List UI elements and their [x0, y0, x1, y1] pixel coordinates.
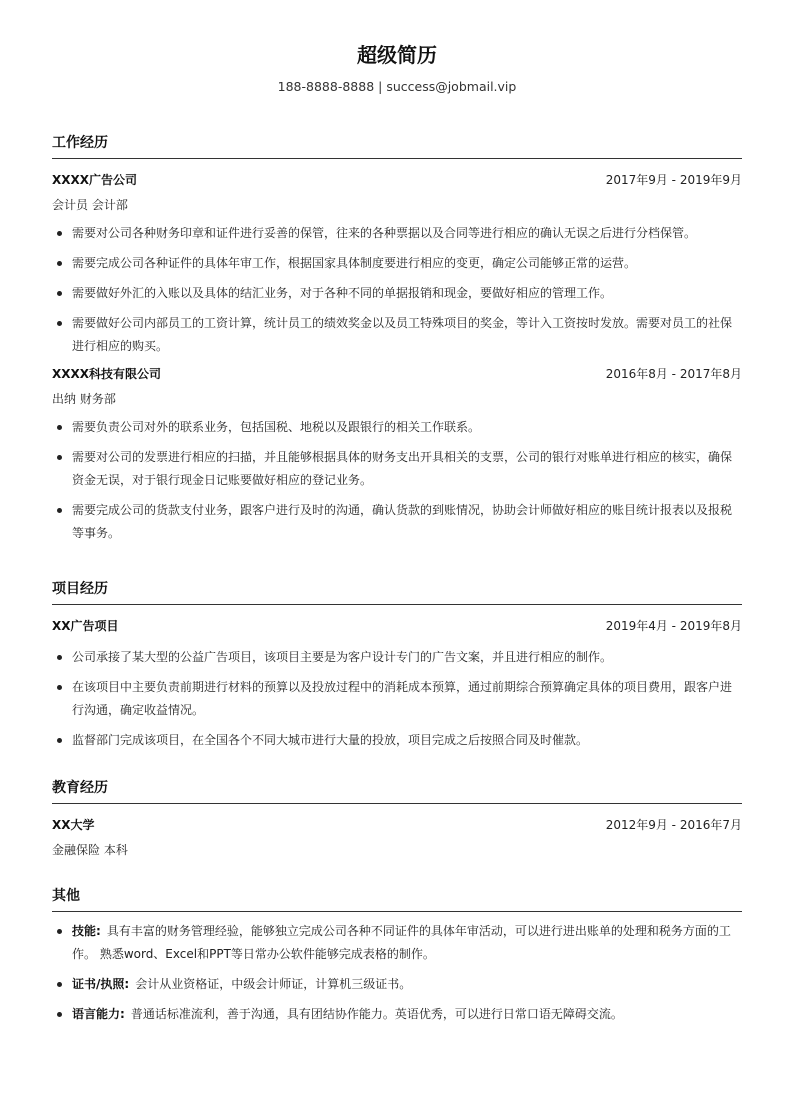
section-title-other: 其他: [52, 886, 742, 912]
list-item: [52, 973, 742, 996]
list-item: 需要负责公司对外的联系业务，包括国税、地税以及跟银行的相关工作联系。: [52, 416, 742, 439]
entry-org: XX广告项目: [52, 619, 119, 633]
item-label: 证书/执照:: [72, 977, 130, 991]
list-item-line: 行沟通，确定收益情况。: [72, 703, 205, 717]
item-text: 会计从业资格证，中级会计师证，计算机三级证书。: [135, 977, 412, 991]
education-entry: [52, 816, 742, 859]
list-item-line: 在该项目中主要负责前期进行材料的预算以及投放过程中的消耗成本预算，通过前期综合预算确定具体的项目费用，跟客户进: [72, 680, 733, 694]
item-text: 普通话标准流利，善于沟通，具有团结协作能力。英语优秀，可以进行日常口语无障碍交流。: [130, 1007, 623, 1021]
list-item-line: 资金无误，对于银行现金日记账要做好相应的登记业务。: [72, 473, 373, 487]
work-entry: [52, 171, 742, 358]
bullet-list: [52, 646, 742, 752]
entry-role: 会计员 会计部: [52, 198, 128, 212]
section-title-projects: 项目经历: [52, 579, 742, 605]
list-item: 需要做好外汇的入账以及具体的结汇业务，对于各种不同的单据报销和现金，要做好相应的管理工作。: [52, 282, 742, 305]
list-item: [52, 312, 742, 358]
other-section: [52, 886, 742, 1026]
entry-org: XXXX广告公司: [52, 173, 138, 187]
entry-date: 2019年4月 - 2019年8月: [605, 619, 742, 633]
list-item: [52, 920, 742, 966]
projects-section: [52, 579, 742, 752]
list-item: 监督部门完成该项目，在全国各个不同大城市进行大量的投放，项目完成之后按照合同及时催款。: [52, 729, 742, 752]
list-item: [52, 1003, 742, 1026]
list-item-line: 进行相应的购买。: [72, 339, 169, 353]
bullet-list: [52, 222, 742, 358]
entry-date: 2012年9月 - 2016年7月: [605, 818, 742, 832]
list-item-line: 需要完成公司的货款支付业务，跟客户进行及时的沟通，确认货款的到账情况，协助会计师做好相应的账目统计报表以及报税: [72, 503, 733, 517]
item-text: 具有丰富的财务管理经验，能够独立完成公司各种不同证件的具体年审活动，可以进行进出账单的处理和税务方面的工: [106, 924, 731, 938]
section-title-education: 教育经历: [52, 778, 742, 804]
work-entry: [52, 365, 742, 545]
list-item-line: 等事务。: [72, 526, 121, 540]
project-entry: [52, 617, 742, 752]
item-text: 作。 熟悉word、Excel和PPT等日常办公软件能够完成表格的制作。: [72, 947, 435, 961]
entry-date: 2017年9月 - 2019年9月: [605, 173, 742, 187]
entry-role: 出纳 财务部: [52, 392, 116, 406]
list-item: [52, 446, 742, 492]
work-section: [52, 133, 742, 545]
resume-name: 超级简历: [357, 43, 437, 67]
item-label: 技能:: [72, 924, 101, 938]
item-label: 语言能力:: [72, 1007, 125, 1021]
contact-info: 188-8888-8888 | success@jobmail.vip: [277, 79, 517, 94]
bullet-list: [52, 416, 742, 545]
entry-org: XX大学: [52, 818, 95, 832]
list-item: [52, 499, 742, 545]
list-item: 需要对公司各种财务印章和证件进行妥善的保管，往来的各种票据以及合同等进行相应的确认无误之后进行分档保管。: [52, 222, 742, 245]
list-item-line: 需要对公司的发票进行相应的扫描，并且能够根据具体的财务支出开具相关的支票，公司的银行对账单进行相应的核实，确保: [72, 450, 733, 464]
list-item: [52, 676, 742, 722]
entry-org: XXXX科技有限公司: [52, 367, 162, 381]
bullet-list: [52, 920, 742, 1026]
list-item: 需要完成公司各种证件的具体年审工作，根据国家具体制度要进行相应的变更，确定公司能够正常的运营。: [52, 252, 742, 275]
list-item: 公司承接了某大型的公益广告项目，该项目主要是为客户设计专门的广告文案，并且进行相应的制作。: [52, 646, 742, 669]
education-section: [52, 778, 742, 859]
section-title-work: 工作经历: [52, 133, 742, 159]
list-item-line: 需要做好公司内部员工的工资计算，统计员工的绩效奖金以及员工特殊项目的奖金，等计入工资按时发放。需要对员工的社保: [72, 316, 733, 330]
entry-role: 金融保险 本科: [52, 843, 128, 857]
entry-date: 2016年8月 - 2017年8月: [605, 367, 742, 381]
